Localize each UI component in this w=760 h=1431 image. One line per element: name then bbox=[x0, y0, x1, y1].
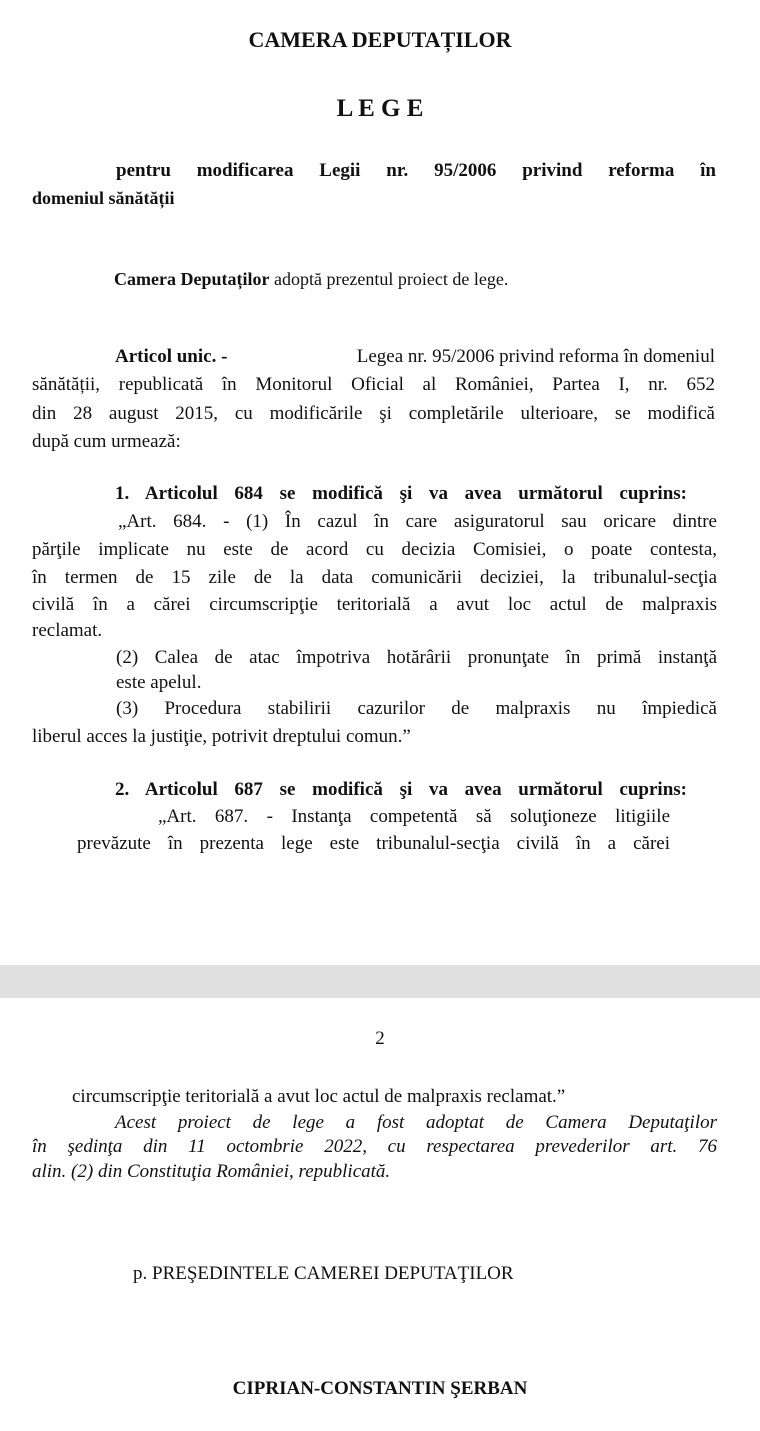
continuation-line: circumscripţie teritorială a avut loc actul de malpraxis reclamat.” bbox=[72, 1086, 566, 1107]
point-2-line: „Art. 687. - Instanţa competentă să soluţioneze litigiile bbox=[158, 806, 670, 827]
point-2-heading: 2. Articolul 687 se modifică şi va avea următorul cuprins: bbox=[115, 779, 687, 800]
law-title: L E G E bbox=[336, 95, 424, 122]
adoption-text: adoptă prezentul proiect de lege. bbox=[273, 269, 509, 289]
point-1-line: părţile implicate nu este de acord cu decizia Comisiei, o poate contesta, bbox=[32, 539, 717, 560]
article-unic-line-4: după cum urmează: bbox=[32, 431, 181, 452]
article-unic-line-2: sănătății, republicată în Monitorul Oficial al României, Partea I, nr. 652 bbox=[32, 374, 715, 395]
point-1-line: în termen de 15 zile de la data comunicării deciziei, la tribunalul-secţia bbox=[32, 567, 717, 588]
article-unic-text: Legea nr. 95/2006 privind reforma în domeniul bbox=[356, 346, 715, 367]
page-separator bbox=[0, 965, 760, 998]
point-1-line: este apelul. bbox=[116, 672, 202, 693]
subtitle-line-1: pentru modificarea Legii nr. 95/2006 privind reforma în bbox=[116, 160, 716, 181]
article-unic-line-3: din 28 august 2015, cu modificările şi completările ulterioare, se modifică bbox=[32, 403, 715, 424]
page-number: 2 bbox=[375, 1028, 385, 1049]
point-1-heading: 1. Articolul 684 se modifică şi va avea următorul cuprins: bbox=[115, 483, 687, 504]
document-page-2 bbox=[0, 998, 760, 1431]
point-1-line: „Art. 684. - (1) În cazul în care asiguratorul sau oricare dintre bbox=[118, 511, 717, 532]
adoption-statement bbox=[114, 269, 508, 290]
adopted-line: Acest proiect de lege a fost adoptat de Camera Deputaţilor bbox=[115, 1112, 717, 1133]
chamber-header: CAMERA DEPUTAȚILOR bbox=[248, 27, 512, 52]
subtitle-line-2: domeniul sănătății bbox=[32, 188, 175, 208]
point-1-line: reclamat. bbox=[32, 620, 103, 641]
article-unic-label: Articol unic. - bbox=[115, 346, 228, 367]
adoption-subject: Camera Deputaților bbox=[114, 269, 270, 289]
adopted-line: alin. (2) din Constituţia României, republicată. bbox=[32, 1161, 391, 1182]
point-2-line: prevăzute în prezenta lege este tribunalul-secţia civilă în a cărei bbox=[77, 833, 670, 854]
signatory-title: p. PREŞEDINTELE CAMEREI DEPUTAŢILOR bbox=[133, 1263, 514, 1284]
adopted-line: în şedinţa din 11 octombrie 2022, cu respectarea prevederilor art. 76 bbox=[32, 1136, 717, 1157]
point-1-line: (3) Procedura stabilirii cazurilor de malpraxis nu împiedică bbox=[116, 698, 717, 719]
point-1-line: liberul acces la justiţie, potrivit dreptului comun.” bbox=[32, 726, 411, 747]
point-1-line: civilă în a cărei circumscripţie teritorială a avut loc actul de malpraxis bbox=[32, 594, 717, 615]
point-1-line: (2) Calea de atac împotriva hotărârii pronunţate în primă instanţă bbox=[116, 647, 717, 668]
article-unic-line-1 bbox=[115, 346, 715, 368]
signatory-name: CIPRIAN-CONSTANTIN ŞERBAN bbox=[232, 1378, 528, 1399]
